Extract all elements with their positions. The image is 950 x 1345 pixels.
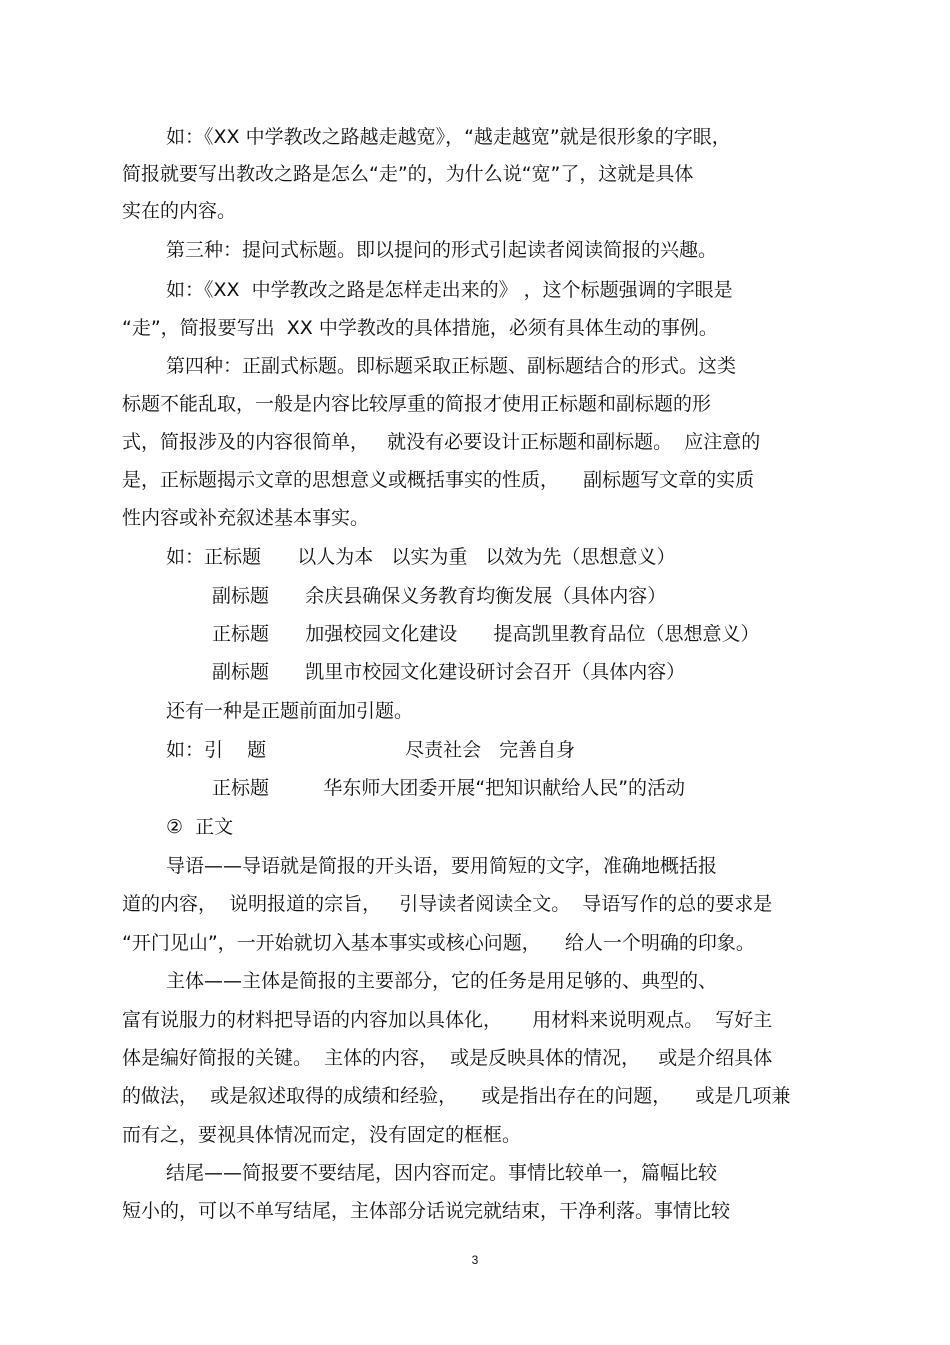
text-line: 第四种：正副式标题。即标题采取正标题、副标题结合的形式。这类 (166, 355, 737, 377)
text-line: 简报就要写出教改之路是怎么“走”的，为什么说“宽”了，这就是具体 (122, 163, 694, 185)
text-line: “开门见山”，一开始就切入基本事实或核心问题， 给人一个明确的印象。 (122, 932, 755, 954)
text-line: 如：正标题 以人为本 以实为重 以效为先（思想意义） (166, 546, 676, 568)
text-line: 主体——主体是简报的主要部分，它的任务是用足够的、典型的、 (166, 970, 718, 992)
text-line: “走”，简报要写出 XX 中学教改的具体措施，必须有具体生动的事例。 (122, 317, 718, 339)
text-line: 富有说服力的材料把导语的内容加以具体化， 用材料来说明观点。 写好主 (122, 1009, 773, 1031)
text-line: 还有一种是正题前面加引题。 (166, 700, 414, 722)
text-line: 道的内容， 说明报道的宗旨， 引导读者阅读全文。 导语写作的总的要求是 (122, 893, 773, 915)
text-line: 如：引 题 尽责社会 完善自身 (166, 739, 576, 761)
text-line: 结尾——简报要不要结尾，因内容而定。事情比较单一，篇幅比较 (166, 1162, 718, 1184)
text-line: 式，简报涉及的内容很简单， 就没有必要设计正标题和副标题。 应注意的 (122, 431, 761, 453)
text-line: 正标题 华东师大团委开展“把知识献给人民”的活动 (212, 777, 686, 799)
text-line: 性内容或补充叙述基本事实。 (122, 507, 370, 529)
text-line: 的做法， 或是叙述取得的成绩和经验， 或是指出存在的问题， 或是几项兼 (122, 1085, 791, 1107)
text-line: 标题不能乱取，一般是内容比较厚重的简报才使用正标题和副标题的形 (122, 393, 712, 415)
text-line: 实在的内容。 (122, 200, 237, 222)
page-number: 3 (471, 1253, 479, 1267)
text-line: 短小的，可以不单写结尾，主体部分话说完就结束，干净利落。事情比较 (122, 1200, 731, 1222)
text-line: 体是编好简报的关键。 主体的内容， 或是反映具体的情况， 或是介绍具体 (122, 1047, 773, 1069)
text-line: 如：《XX 中学教改之路越走越宽》，“越走越宽”就是很形象的字眼， (166, 126, 731, 148)
text-line: 第三种：提问式标题。即以提问的形式引起读者阅读简报的兴趣。 (166, 239, 718, 261)
text-line: 如：《XX 中学教改之路是怎样走出来的》 ，这个标题强调的字眼是 (166, 279, 733, 301)
text-line: 副标题 余庆县确保义务教育均衡发展（具体内容） (212, 585, 667, 607)
text-line: 是，正标题揭示文章的思想意义或概括事实的性质， 副标题写文章的实质 (122, 469, 755, 491)
text-line: 副标题 凯里市校园文化建设研讨会召开（具体内容） (212, 661, 686, 683)
text-line: 导语——导语就是简报的开头语，要用简短的文字，准确地概括报 (166, 855, 718, 877)
text-line: 而有之，要视具体情况而定，没有固定的框框。 (122, 1124, 522, 1146)
text-line: 正标题 加强校园文化建设 提高凯里教育品位（思想意义） (212, 623, 760, 645)
section-heading: ② 正文 (166, 816, 234, 838)
